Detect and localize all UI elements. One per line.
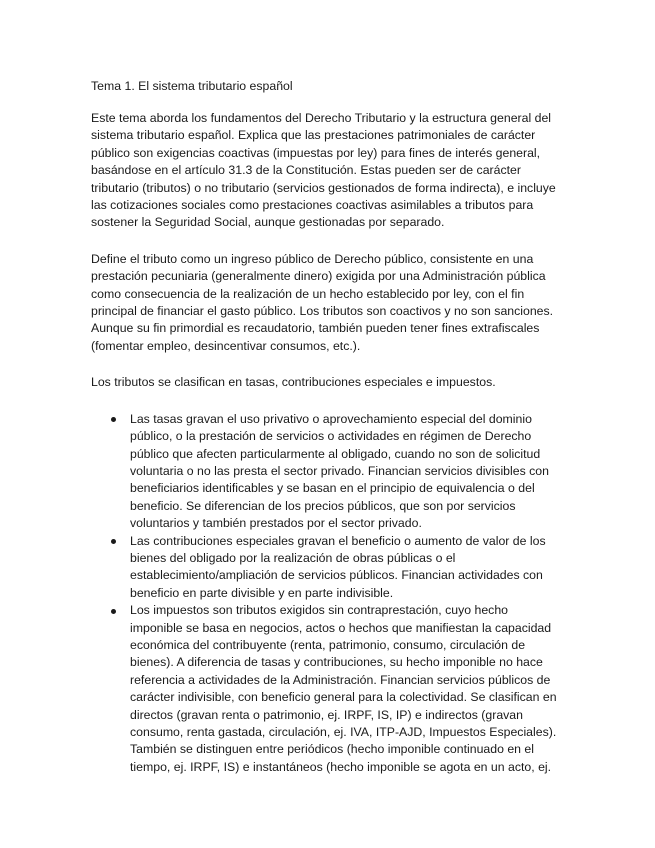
bullet-icon xyxy=(111,417,116,422)
paragraph-tributo-definition: Define el tributo como un ingreso público de Derecho público, consistente en una prestación pecuniaria (generalmente dinero) exigida por una Administración pública como consecuencia de la realización de un hecho establecido por ley, con el fin principal de financiar el gasto público. Los tributos son coactivos y no son sanciones. Aunque su fin primordial es recaudatorio, también pueden tener fines extrafiscales (fomentar empleo, desincentivar consumos, etc.). xyxy=(91,251,554,353)
list-item-text: Los impuestos son tributos exigidos sin contraprestación, cuyo hecho imponible se basa en negocios, actos o hechos que manifiestan la capacidad económica del contribuyente (renta, patrimonio, consumo, circulación de bienes). A diferencia de tasas y contribuciones, su hecho imponible no hace referencia a actividades de la Administración. Financian servicios públicos de carácter indivisible, con beneficio general para la colectividad. Se clasifican en directos (gravan renta o patrimonio, ej. IRPF, IS, IP) e indirectos (gravan consumo, renta gastada, circulación, ej. IVA, ITP-AJD, Impuestos Especiales). También se distinguen entre periódicos (hecho imponible continuado en el tiempo, ej. IRPF, IS) e instantáneos (hecho imponible se agota en un acto, ej. xyxy=(130,603,557,774)
list-item-text: Las tasas gravan el uso privativo o aprovechamiento especial del dominio público, o la prestación de servicios o actividades en régimen de Derecho público que afecten particularmente al obligado, cuando no son de solicitud voluntaria o no las presta el sector privado. Financian servicios divisibles con beneficiarios identificables y se basan en el principio de equivalencia o del beneficio. Se diferencian de los precios públicos, que son por servicios voluntarios y también prestados por el sector privado. xyxy=(130,411,549,531)
list-item-text: Las contribuciones especiales gravan el beneficio o aumento de valor de los bienes del obligado por la realización de obras públicas o el establecimiento/ampliación de servicios públicos. Financian actividades con beneficio en parte divisible y en parte indivisible. xyxy=(130,533,546,600)
paragraph-intro: Este tema aborda los fundamentos del Derecho Tributario y la estructura general del sistema tributario español. Explica que las prestaciones patrimoniales de carácter público son exigencias coactivas (impuestas por ley) para fines de interés general, basándose en el artículo 31.3 de la Constitución. Estas pueden ser de carácter tributario (tributos) o no tributario (servicios gestionados de forma indirecta), e incluye las cotizaciones sociales como prestaciones coactivas asimilables a tributos para sostener la Seguridad Social, aunque gestionadas por separado. xyxy=(91,111,556,230)
list-item-contribuciones xyxy=(91,533,563,603)
list-item-impuestos xyxy=(91,602,563,776)
list-item-tasas xyxy=(91,411,563,533)
paragraph-classification: Los tributos se clasifican en tasas, contribuciones especiales e impuestos. xyxy=(91,375,496,390)
document-title: Tema 1. El sistema tributario español xyxy=(91,79,293,93)
tributo-types-list xyxy=(91,411,563,777)
bullet-icon xyxy=(111,539,116,544)
bullet-icon xyxy=(111,609,116,614)
